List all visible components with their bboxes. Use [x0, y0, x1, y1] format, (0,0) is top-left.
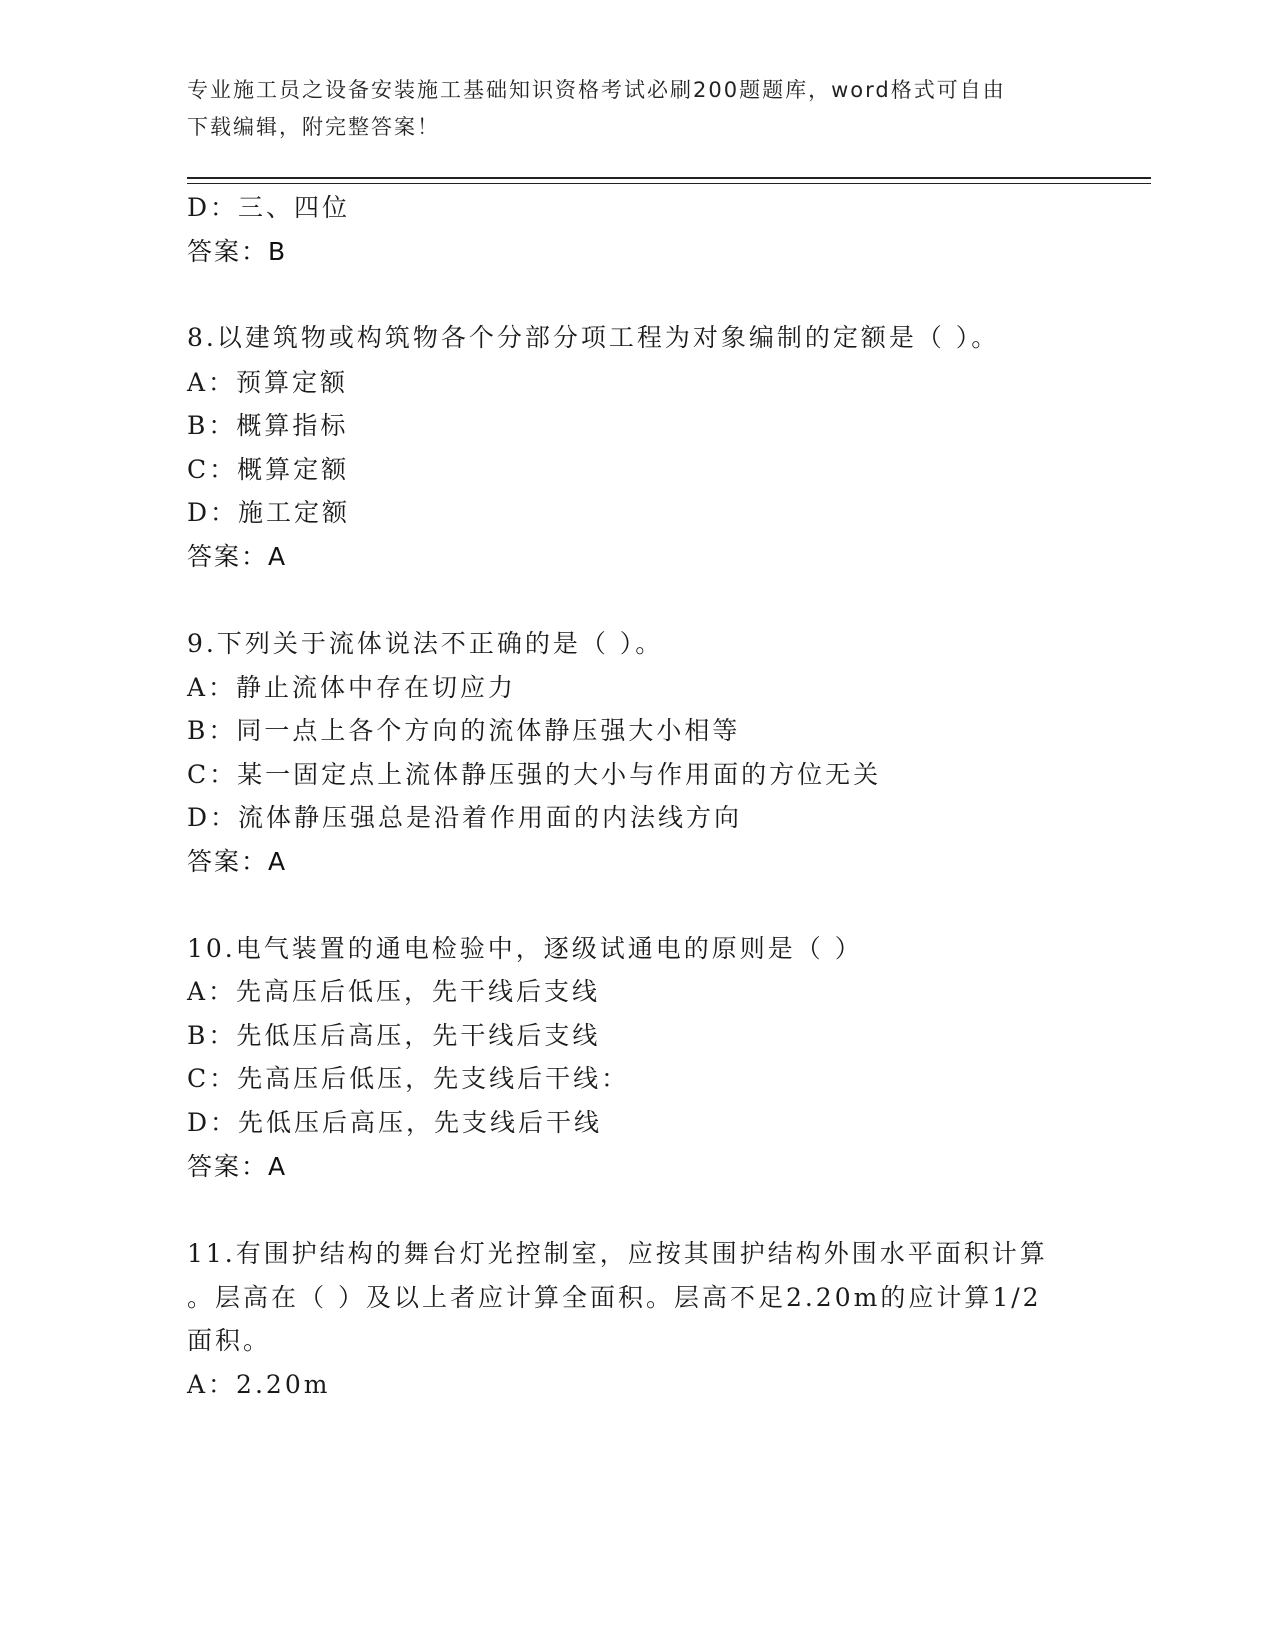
- question-8-option-a: A：预算定额: [187, 368, 349, 397]
- question-9-answer: 答案：A: [187, 847, 288, 876]
- question-11-stem-line-1: 11.有围护结构的舞台灯光控制室，应按其围护结构外围水平面积计算: [187, 1239, 1048, 1268]
- question-10-option-d: D：先低压后高压，先支线后干线: [187, 1108, 603, 1137]
- question-10-option-a: A：先高压后低压，先干线后支线: [187, 977, 601, 1006]
- question-9-option-b: B：同一点上各个方向的流体静压强大小相等: [187, 716, 741, 745]
- header-line-1: 专业施工员之设备安装施工基础知识资格考试必刷200题题库，word格式可自由: [187, 78, 1006, 102]
- header-divider-thick: [187, 177, 1151, 179]
- question-9-stem: 9.下列关于流体说法不正确的是（ ）。: [187, 629, 664, 658]
- header-divider-thin: [187, 183, 1151, 184]
- question-10-answer: 答案：A: [187, 1152, 288, 1181]
- question-10-stem: 10.电气装置的通电检验中，逐级试通电的原则是（ ）: [187, 934, 863, 963]
- question-10-option-c: C：先高压后低压，先支线后干线：: [187, 1064, 630, 1093]
- header-line-2: 下载编辑，附完整答案！: [187, 115, 440, 139]
- question-9-option-a: A：静止流体中存在切应力: [187, 673, 517, 702]
- question-9-option-d: D：流体静压强总是沿着作用面的内法线方向: [187, 803, 743, 832]
- question-10-option-b: B：先低压后高压，先干线后支线: [187, 1021, 601, 1050]
- question-8-option-c: C：概算定额: [187, 455, 350, 484]
- question-11-stem-line-2: 。层高在（ ）及以上者应计算全面积。层高不足2.20m的应计算1/2: [187, 1283, 1042, 1312]
- question-8-stem: 8.以建筑物或构筑物各个分部分项工程为对象编制的定额是（ ）。: [187, 323, 1000, 352]
- question-9-option-c: C：某一固定点上流体静压强的大小与作用面的方位无关: [187, 760, 882, 789]
- prev-option-d: D：三、四位: [187, 193, 351, 222]
- prev-answer: 答案：B: [187, 237, 288, 266]
- question-8-option-b: B：概算指标: [187, 411, 349, 440]
- question-11-option-a: A：2.20m: [187, 1370, 331, 1399]
- question-11-stem-line-3: 面积。: [187, 1326, 272, 1355]
- question-8-answer: 答案：A: [187, 542, 288, 571]
- question-8-option-d: D：施工定额: [187, 498, 351, 527]
